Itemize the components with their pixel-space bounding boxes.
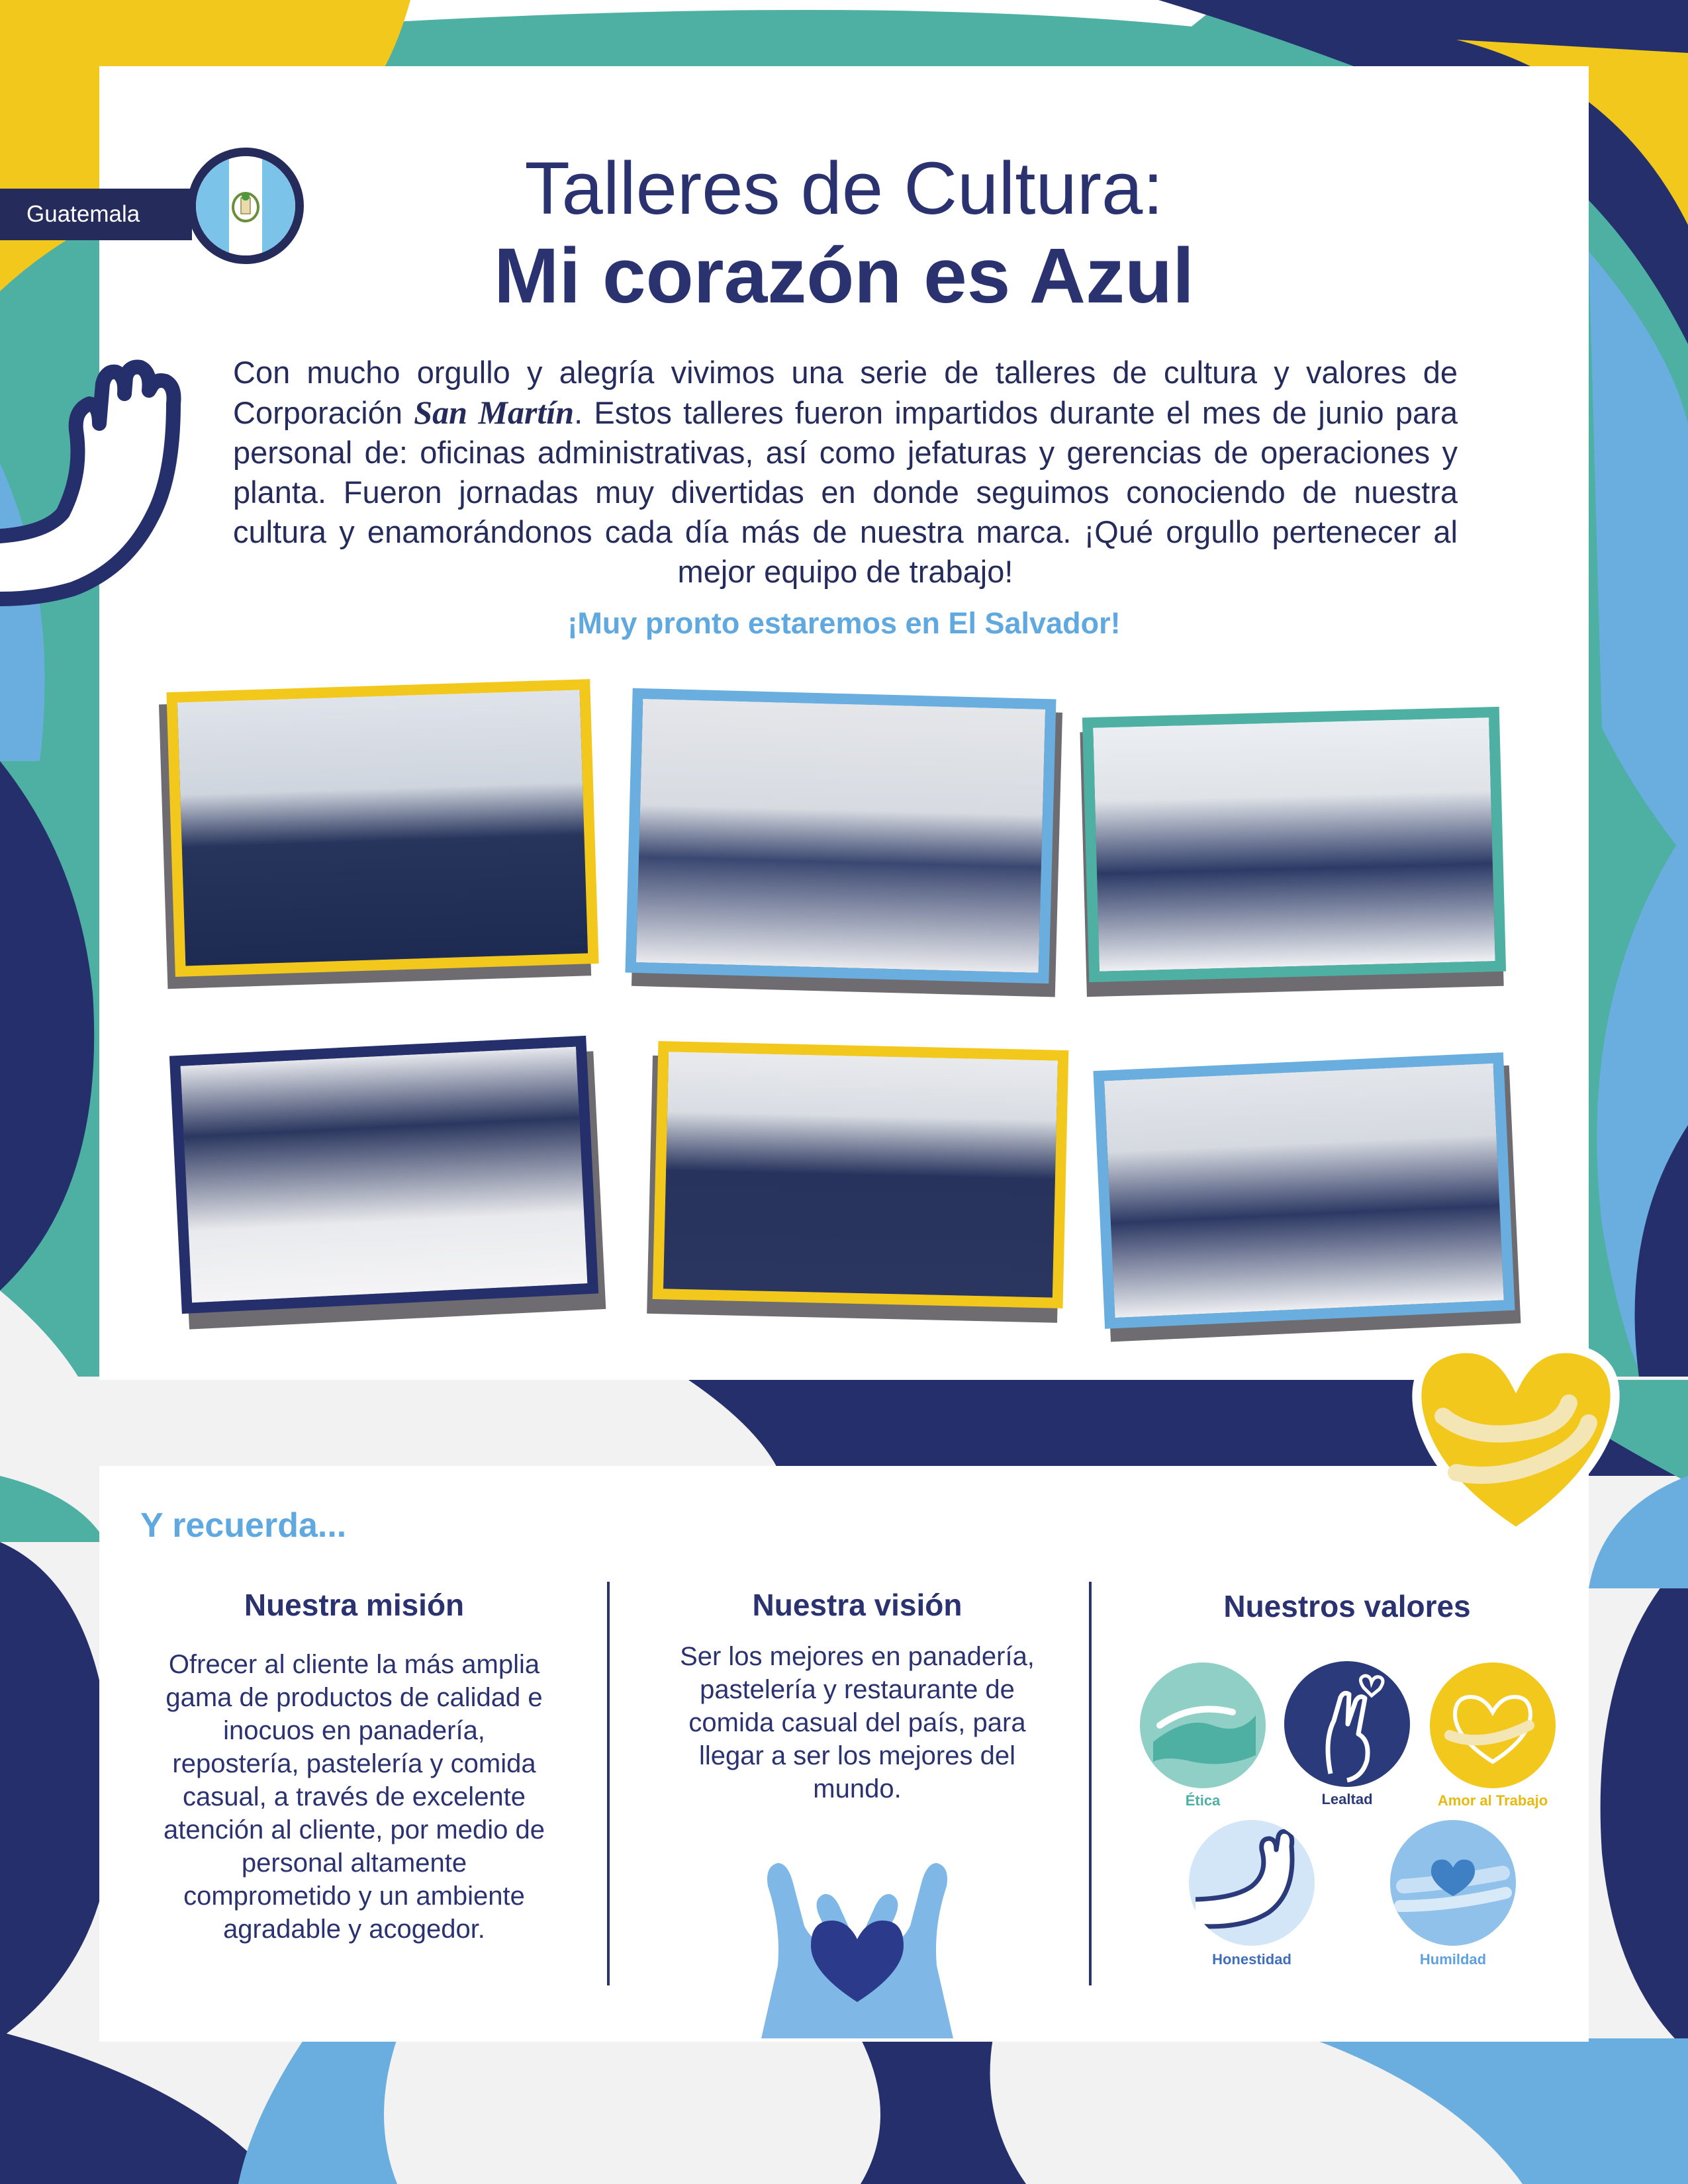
workshop-photo-2: [625, 688, 1056, 984]
hand-outline-icon: [0, 357, 205, 622]
humility-icon: [1390, 1820, 1516, 1946]
workshop-photo-4: [169, 1036, 598, 1314]
workshop-photo-6: [1093, 1052, 1515, 1329]
workshop-photo-5: [653, 1041, 1069, 1308]
workshop-photo-1: [166, 679, 598, 977]
page-title-line2: Mi corazón es Azul: [494, 232, 1194, 320]
mission-text: Ofrecer al cliente la más amplia gama de productos de calidad e inocuos en panadería, repostería, pastelería y comida casual, a través de excelente atención al cliente, por medio de personal altamente comprometido y un ambiente agradable y acogedor.: [164, 1650, 545, 1944]
workshop-photo-3: [1082, 707, 1506, 982]
honesty-icon: [1189, 1820, 1315, 1946]
country-label: Guatemala: [26, 201, 140, 227]
column-divider: [1089, 1582, 1092, 1985]
intro-text-end: . Estos talleres fueron impartidos durante el mes de junio para personal de: oficinas administrativas, así como jefaturas y gerencias de operaciones y planta. Fueron jornadas muy divertidas en donde seguimos conociendo de nuestra cultura y enamorándonos cada día más de nuestra marca. ¡Qué orgullo pertenecer al mejor equipo de trabajo!: [233, 395, 1458, 589]
ethics-icon: [1140, 1662, 1266, 1788]
column-divider: [607, 1582, 610, 1985]
love-of-work-icon: [1430, 1662, 1556, 1788]
photo-frame: [169, 1036, 598, 1314]
photo-frame: [625, 688, 1056, 984]
value-label-ethics: Ética: [1185, 1792, 1221, 1809]
mission-title: Nuestra misión: [244, 1588, 465, 1622]
value-label-loyalty: Lealtad: [1321, 1791, 1373, 1807]
guatemala-flag-icon: [187, 148, 304, 264]
reminder-heading: Y recuerda...: [140, 1506, 347, 1545]
photo-frame: [1093, 1052, 1515, 1329]
vision-title: Nuestra visión: [752, 1588, 962, 1622]
page-title-line1: Talleres de Cultura:: [524, 147, 1164, 230]
photo-frame: [166, 679, 598, 977]
vision-text: Ser los mejores en panadería, pastelería y restaurante de comida casual del país, para llegar a ser los mejores del mundo.: [680, 1642, 1035, 1803]
photo-frame: [1082, 707, 1506, 982]
value-label-honesty: Honestidad: [1212, 1951, 1291, 1968]
announcement: ¡Muy pronto estaremos en El Salvador!: [567, 606, 1121, 640]
country-badge: [0, 189, 192, 240]
value-label-love-of-work: Amor al Trabajo: [1437, 1792, 1548, 1809]
brand-logo-text: San Martín: [414, 394, 575, 431]
value-label-humility: Humildad: [1419, 1951, 1487, 1968]
heart-hands-icon: [741, 1846, 973, 2038]
values-title: Nuestros valores: [1223, 1589, 1471, 1623]
loyalty-icon: [1284, 1661, 1410, 1787]
photo-frame: [653, 1041, 1069, 1308]
heart-hug-icon: [1403, 1330, 1628, 1542]
intro-paragraph: [233, 353, 1458, 592]
intro-text-start: Con mucho orgullo y alegría vivimos una serie de talleres de cultura y valores de Corporación: [233, 355, 1458, 430]
